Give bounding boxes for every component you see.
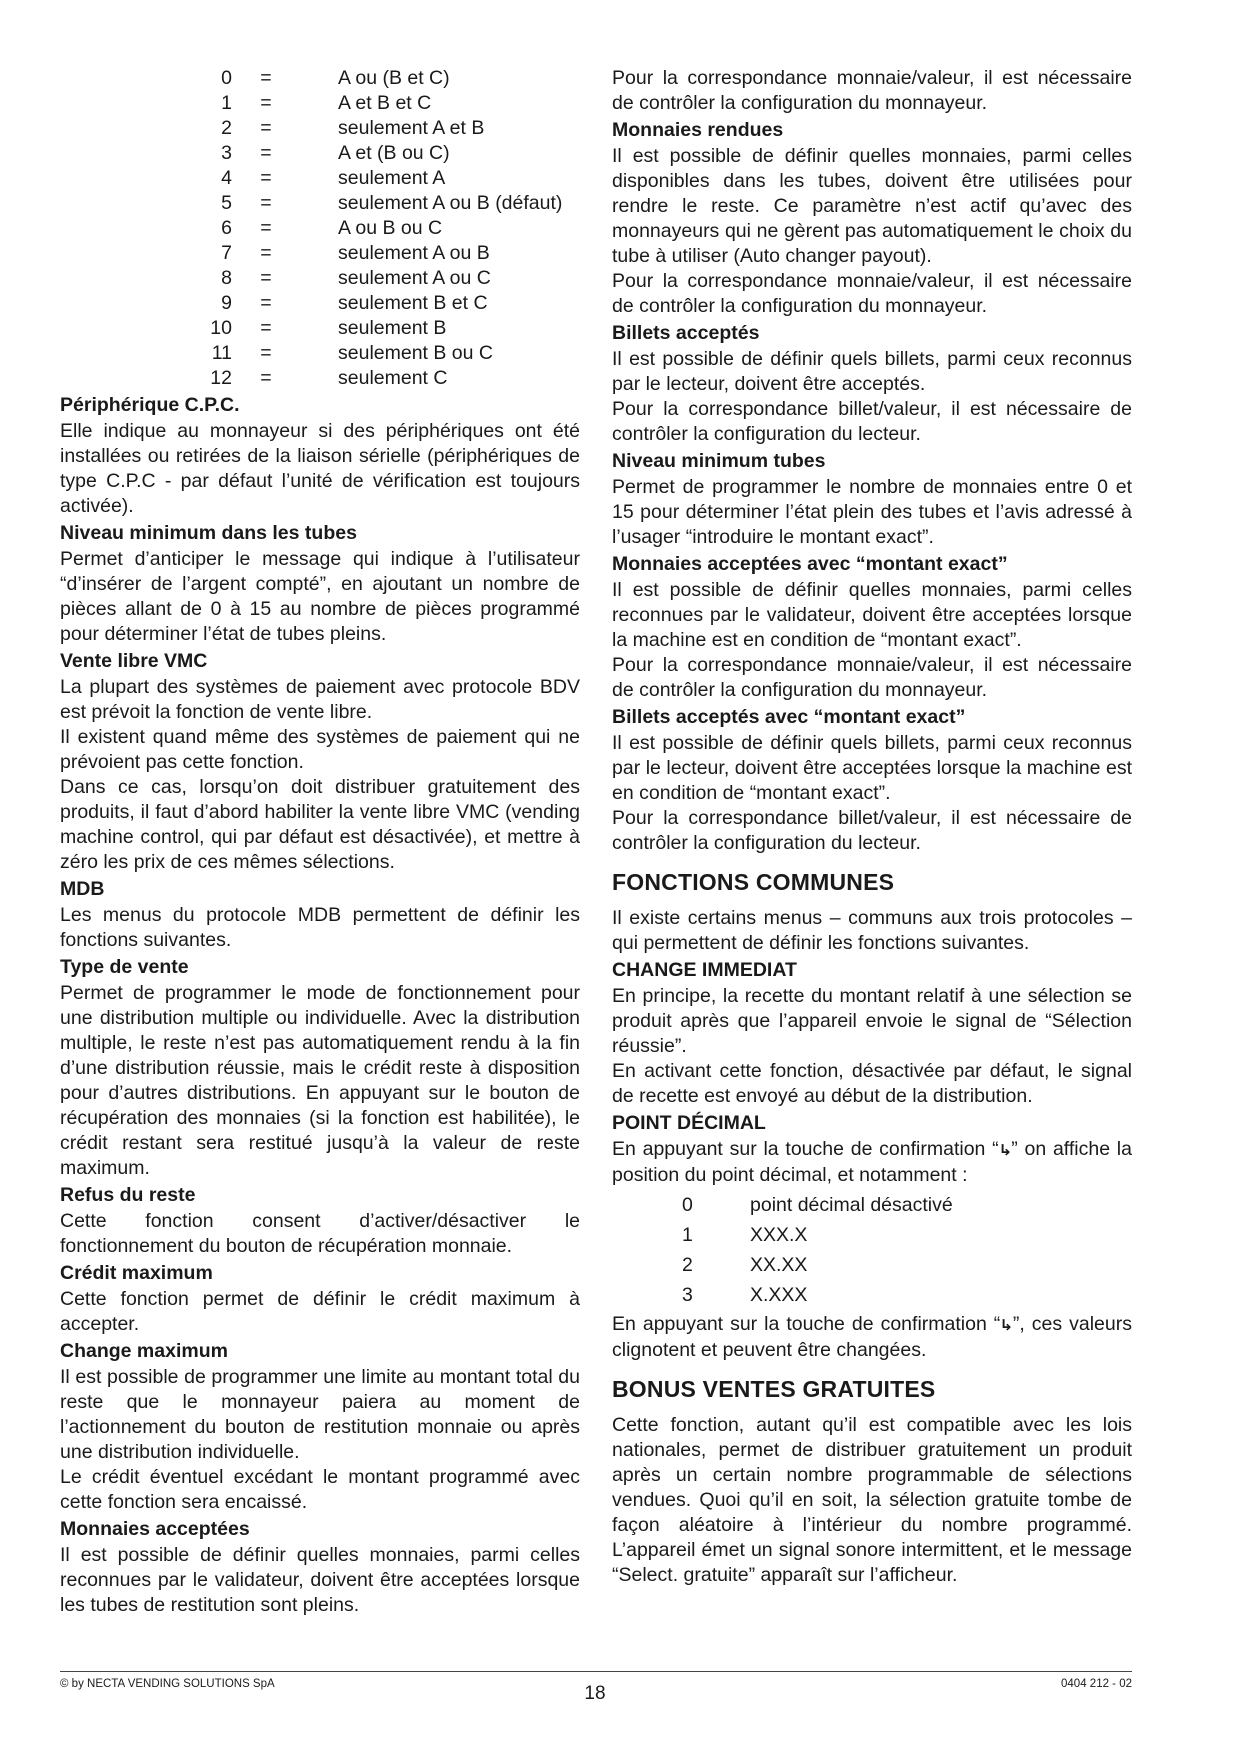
- table-row: [682, 1190, 953, 1220]
- table-row: [180, 91, 562, 116]
- option-description: A ou B ou C: [338, 217, 443, 239]
- intro-paragraph: Pour la correspondance monnaie/valeur, il est nécessaire de contrôler la configuration du monnayeur.: [612, 67, 1132, 114]
- decimal-option-number: 1: [682, 1223, 693, 1246]
- billets-montant-exact-paragraph-1: Il est possible de définir quels billets, parmi ceux reconnus par le lecteur, doivent être acceptées lorsque la machine est en condition de “montant exact”.: [612, 732, 1132, 804]
- billets-acceptes-heading: Billets acceptés: [612, 322, 760, 344]
- decimal-option-format: X.XXX: [750, 1283, 808, 1306]
- equals-sign: =: [260, 92, 272, 114]
- change-maximum-paragraph-1: Il est possible de programmer une limite au montant total du reste que le monnayeur paiera au moment de l’actionnement du bouton de restitution monnaie ou après une distribution individuelle.: [60, 1366, 580, 1463]
- fonctions-communes-paragraph: Il existe certains menus – communs aux trois protocoles – qui permettent de définir les fonctions suivantes.: [612, 907, 1132, 954]
- billets-acceptes-paragraph-1: Il est possible de définir quels billets, parmi ceux reconnus par le lecteur, doivent être acceptés.: [612, 348, 1132, 395]
- type-vente-heading: Type de vente: [60, 956, 189, 978]
- vente-libre-paragraph-3: Dans ce cas, lorsqu’on doit distribuer gratuitement des produits, il faut d’abord habiliter la vente libre VMC (vending machine control, qui par défaut est désactivée), et mettre à zéro les prix de ces mêmes sélections.: [60, 776, 580, 873]
- mdb-heading: MDB: [60, 878, 105, 900]
- change-immediat-paragraph-1: En principe, la recette du montant relatif à une sélection se produit après que l’appareil envoie le signal de “Sélection réussie”.: [612, 985, 1132, 1057]
- option-number: 3: [221, 142, 232, 164]
- monnaies-acceptees-paragraph: Il est possible de définir quelles monnaies, parmi celles reconnues par le validateur, doivent être acceptées lorsque les tubes de restitution sont pleins.: [60, 1544, 580, 1616]
- option-number: 1: [221, 92, 232, 114]
- option-number: 6: [221, 217, 232, 239]
- option-number: 4: [221, 167, 232, 189]
- option-number: 9: [221, 292, 232, 314]
- option-description: A et (B ou C): [338, 142, 450, 164]
- table-row: [180, 191, 562, 216]
- equals-sign: =: [260, 117, 272, 139]
- right-column: [612, 66, 1132, 1588]
- table-row: [180, 66, 562, 91]
- equals-sign: =: [260, 192, 272, 214]
- option-number: 12: [210, 367, 232, 389]
- table-row: [180, 241, 562, 266]
- credit-maximum-heading: Crédit maximum: [60, 1262, 213, 1284]
- change-immediat-paragraph-2: En activant cette fonction, désactivée par défaut, le signal de recette est envoyé au début de la distribution.: [612, 1060, 1132, 1107]
- billets-montant-exact-heading: Billets acceptés avec “montant exact”: [612, 706, 966, 728]
- table-row: [180, 366, 562, 391]
- option-number: 0: [221, 67, 232, 89]
- option-description: A et B et C: [338, 92, 432, 114]
- point-decimal-text-2b: ”, ces valeurs clignotent et peuvent être changées.: [612, 1313, 1132, 1361]
- decimal-option-format: XXX.X: [750, 1223, 808, 1246]
- monnaies-montant-exact-paragraph-1: Il est possible de définir quelles monnaies, parmi celles reconnues par le validateur, doivent être acceptées lorsque la machine est en condition de “montant exact”.: [612, 579, 1132, 651]
- table-row: [682, 1220, 953, 1250]
- refus-reste-heading: Refus du reste: [60, 1184, 196, 1206]
- table-row: [682, 1250, 953, 1280]
- table-row: [180, 216, 562, 241]
- mdb-paragraph: Les menus du protocole MDB permettent de définir les fonctions suivantes.: [60, 904, 580, 951]
- option-number: 8: [221, 267, 232, 289]
- option-description: seulement A et B: [338, 117, 485, 139]
- point-decimal-heading: POINT DÉCIMAL: [612, 1112, 766, 1134]
- table-row: [180, 116, 562, 141]
- option-description: seulement A ou B: [338, 242, 490, 264]
- option-description: seulement B ou C: [338, 342, 494, 364]
- bonus-ventes-paragraph: Cette fonction, autant qu’il est compatible avec les lois nationales, permet de distribuer gratuitement un produit après un certain nombre programmable de sélections vendues. Quoi qu’il en soit, la sélection gratuite tombe de façon aléatoire à l’intérieur du nombre programmé. L’appareil émet un signal sonore intermittent, et le message “Select. gratuite” apparaît sur l’afficheur.: [612, 1414, 1132, 1586]
- vente-libre-heading: Vente libre VMC: [60, 650, 208, 672]
- monnaies-rendues-heading: Monnaies rendues: [612, 119, 784, 141]
- billets-montant-exact-paragraph-2: Pour la correspondance billet/valeur, il est nécessaire de contrôler la configuration du lecteur.: [612, 807, 1132, 854]
- equals-sign: =: [260, 142, 272, 164]
- decimal-option-format: XX.XX: [750, 1253, 808, 1276]
- decimal-option-number: 3: [682, 1283, 693, 1306]
- option-number: 10: [210, 317, 232, 339]
- footer-copyright: © by NECTA VENDING SOLUTIONS SpA: [60, 1678, 275, 1690]
- table-row: [180, 341, 562, 366]
- niveau-minimum-tubes-paragraph: Permet de programmer le nombre de monnaies entre 0 et 15 pour déterminer l’état plein des tubes et l’avis adressé à l’usager “introduire le montant exact”.: [612, 476, 1132, 548]
- vente-libre-paragraph-2: Il existent quand même des systèmes de paiement qui ne prévoient pas cette fonction.: [60, 726, 580, 773]
- option-description: seulement B: [338, 317, 447, 339]
- equals-sign: =: [260, 267, 272, 289]
- decimal-option-number: 2: [682, 1253, 693, 1276]
- point-decimal-text-1a: En appuyant sur la touche de confirmation “: [612, 1138, 999, 1160]
- option-number: 5: [221, 192, 232, 214]
- table-row: [180, 316, 562, 341]
- decimal-option-format: point décimal désactivé: [750, 1193, 953, 1216]
- niveau-tubes-heading: Niveau minimum dans les tubes: [60, 522, 357, 544]
- table-row: [180, 291, 562, 316]
- billets-acceptes-paragraph-2: Pour la correspondance billet/valeur, il est nécessaire de contrôler la configuration du lecteur.: [612, 398, 1132, 445]
- point-decimal-paragraph-2: [612, 1312, 1132, 1363]
- cpc-heading: Périphérique C.P.C.: [60, 394, 240, 416]
- option-description: A ou (B et C): [338, 67, 450, 89]
- option-description: seulement A ou C: [338, 267, 491, 289]
- protocol-options-table: [180, 66, 562, 391]
- decimal-option-number: 0: [682, 1193, 693, 1216]
- equals-sign: =: [260, 317, 272, 339]
- change-maximum-heading: Change maximum: [60, 1340, 228, 1362]
- vente-libre-paragraph-1: La plupart des systèmes de paiement avec protocole BDV est prévoit la fonction de vente libre.: [60, 676, 580, 723]
- option-description: seulement A ou B (défaut): [338, 192, 563, 214]
- point-decimal-paragraph-1: [612, 1137, 1132, 1188]
- cpc-paragraph: Elle indique au monnayeur si des périphériques ont été installées ou retirées de la liaison sérielle (périphériques de type C.P.C - par défaut l’unité de vérification est toujours activée).: [60, 420, 580, 517]
- fonctions-communes-heading: FONCTIONS COMMUNES: [612, 869, 895, 895]
- equals-sign: =: [260, 292, 272, 314]
- equals-sign: =: [260, 242, 272, 264]
- monnaies-montant-exact-paragraph-2: Pour la correspondance monnaie/valeur, il est nécessaire de contrôler la configuration du monnayeur.: [612, 654, 1132, 701]
- monnaies-acceptees-heading: Monnaies acceptées: [60, 1518, 250, 1540]
- point-decimal-text-1b: ” on affiche la position du point décimal, et notamment :: [612, 1138, 1132, 1186]
- monnaies-montant-exact-heading: Monnaies acceptées avec “montant exact”: [612, 553, 1008, 575]
- decimal-point-table: [682, 1190, 953, 1310]
- equals-sign: =: [260, 67, 272, 89]
- confirm-key-icon: ↳: [998, 1142, 1012, 1159]
- equals-sign: =: [260, 167, 272, 189]
- monnaies-rendues-paragraph-2: Pour la correspondance monnaie/valeur, il est nécessaire de contrôler la configuration du monnayeur.: [612, 270, 1132, 317]
- document-code: 0404 212 - 02: [1061, 1678, 1132, 1690]
- niveau-minimum-tubes-heading: Niveau minimum tubes: [612, 450, 826, 472]
- change-maximum-paragraph-2: Le crédit éventuel excédant le montant programmé avec cette fonction sera encaissé.: [60, 1466, 580, 1513]
- confirm-key-icon: ↳: [999, 1317, 1014, 1334]
- monnaies-rendues-paragraph-1: Il est possible de définir quelles monnaies, parmi celles disponibles dans les tubes, doivent être utilisées pour rendre le reste. Ce paramètre n’est actif qu’avec des monnayeurs qui ne gèrent pas automatiquement le choix du tube à utiliser (Auto changer payout).: [612, 145, 1132, 267]
- table-row: [682, 1280, 953, 1310]
- option-number: 11: [211, 342, 232, 364]
- type-vente-paragraph: Permet de programmer le mode de fonctionnement pour une distribution multiple ou individuelle. Avec la distribution multiple, le reste n’est pas automatiquement rendu à la fin d’une distribution réussie, mais le crédit reste à disposition pour d’autres distributions. En appuyant sur le bouton de récupération des monnaies (si la fonction est habilitée), le crédit restant sera restitué jusqu’à la valeur de reste maximum.: [60, 982, 580, 1179]
- option-description: seulement C: [338, 367, 448, 389]
- option-description: seulement B et C: [338, 292, 488, 314]
- bonus-ventes-heading: BONUS VENTES GRATUITES: [612, 1376, 936, 1402]
- refus-reste-paragraph: Cette fonction consent d’activer/désactiver le fonctionnement du bouton de récupération monnaie.: [60, 1210, 580, 1257]
- left-column: [60, 66, 580, 1618]
- footer-divider: [60, 1671, 1132, 1672]
- option-description: seulement A: [338, 167, 446, 189]
- equals-sign: =: [260, 367, 272, 389]
- equals-sign: =: [260, 217, 272, 239]
- option-number: 7: [221, 242, 232, 264]
- option-number: 2: [221, 117, 232, 139]
- equals-sign: =: [260, 342, 272, 364]
- table-row: [180, 141, 562, 166]
- change-immediat-heading: CHANGE IMMEDIAT: [612, 959, 797, 981]
- niveau-tubes-paragraph: Permet d’anticiper le message qui indique à l’utilisateur “d’insérer de l’argent compté”, en ajoutant un nombre de pièces allant de 0 à 15 au nombre de pièces programmé pour déterminer l’état de tubes pleins.: [60, 548, 580, 645]
- credit-maximum-paragraph: Cette fonction permet de définir le crédit maximum à accepter.: [60, 1288, 580, 1335]
- table-row: [180, 166, 562, 191]
- page-number: 18: [584, 1683, 606, 1704]
- table-row: [180, 266, 562, 291]
- point-decimal-text-2a: En appuyant sur la touche de confirmation “: [612, 1313, 1001, 1335]
